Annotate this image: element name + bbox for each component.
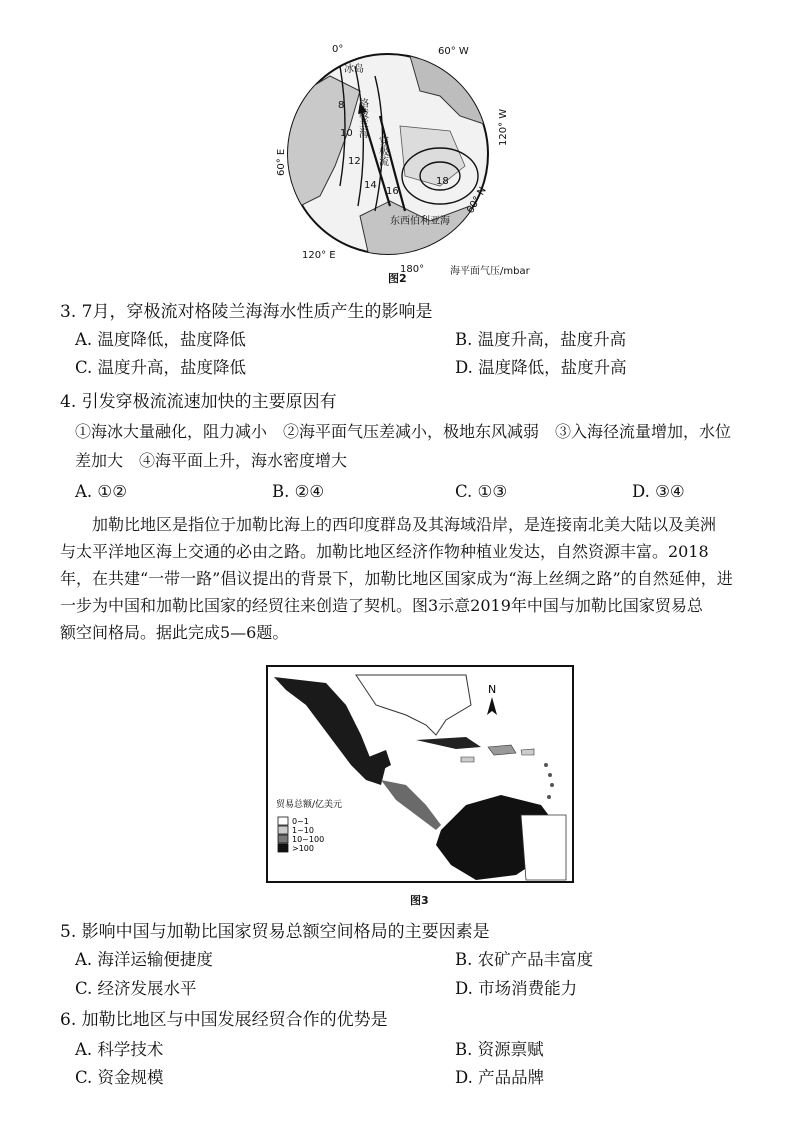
isobar-label: 18 bbox=[436, 176, 449, 187]
isobar-label: 12 bbox=[348, 156, 361, 167]
isobar-label: 10 bbox=[340, 128, 353, 139]
label-lon-60w: 60° W bbox=[438, 46, 469, 57]
label-lon-60e: 60° E bbox=[276, 148, 287, 176]
q6-option-d[interactable]: D. 产品品牌 bbox=[455, 1068, 545, 1087]
q3-stem: 3. 7月，穿极流对格陵兰海海水性质产生的影响是 bbox=[60, 302, 433, 322]
q4-option-b[interactable]: B. ②④ bbox=[272, 482, 325, 501]
q5-option-b[interactable]: B. 农矿产品丰富度 bbox=[455, 950, 594, 969]
q6-option-a[interactable]: A. 科学技术 bbox=[75, 1040, 164, 1059]
q6-stem: 6. 加勒比地区与中国发展经贸合作的优势是 bbox=[60, 1010, 388, 1030]
legend-item: >100 bbox=[292, 844, 314, 853]
label-lon-0: 0° bbox=[332, 44, 344, 55]
legend-swatch bbox=[278, 817, 288, 825]
label-pressure-legend: 海平面气压/mbar bbox=[450, 266, 530, 276]
legend-swatch bbox=[278, 826, 288, 834]
q4-option-a[interactable]: A. ①② bbox=[75, 482, 127, 501]
q3-option-d[interactable]: D. 温度降低，盐度升高 bbox=[455, 358, 627, 377]
q3-option-b[interactable]: B. 温度升高，盐度升高 bbox=[455, 330, 627, 349]
passage-line: 额空间格局。据此完成5—6题。 bbox=[60, 623, 289, 642]
legend-item: 1~10 bbox=[292, 826, 314, 835]
label-lon-120e: 120° E bbox=[302, 250, 336, 261]
label-greenland-sea: 格陵兰海 bbox=[356, 98, 368, 138]
q6-option-c[interactable]: C. 资金规模 bbox=[75, 1068, 164, 1087]
figure2-caption: 图2 bbox=[388, 272, 407, 285]
isobar-label: 14 bbox=[364, 180, 377, 191]
label-iceland: 冰岛 bbox=[344, 64, 364, 75]
q4-statements-line2: 差加大 ④海平面上升，海水密度增大 bbox=[75, 451, 348, 470]
isobar-label: 16 bbox=[386, 186, 399, 197]
label-lon-120w: 120° W bbox=[498, 108, 509, 146]
passage-line: 一步为中国和加勒比国家的经贸往来创造了契机。图3示意2019年中国与加勒比国家贸易总 bbox=[60, 596, 703, 615]
label-east-siberian-sea: 东西伯利亚海 bbox=[390, 216, 450, 227]
passage-line: 与太平洋地区海上交通的必由之路。加勒比地区经济作物种植业发达，自然资源丰富。2018 bbox=[60, 542, 709, 561]
legend-swatch bbox=[278, 835, 288, 843]
q4-option-d[interactable]: D. ③④ bbox=[632, 482, 685, 501]
isobar-label: 8 bbox=[338, 100, 345, 111]
legend-swatch bbox=[278, 844, 288, 852]
q4-option-c[interactable]: C. ①③ bbox=[455, 482, 508, 501]
label-lat-60n: 60° N bbox=[465, 185, 489, 216]
north-label: N bbox=[488, 683, 497, 696]
legend-title: 贸易总额/亿美元 bbox=[276, 800, 343, 810]
q3-option-c[interactable]: C. 温度升高，盐度降低 bbox=[75, 358, 247, 377]
legend-item: 0~1 bbox=[292, 817, 309, 826]
q4-stem: 4. 引发穿极流流速加快的主要原因有 bbox=[60, 392, 337, 412]
q5-stem: 5. 影响中国与加勒比国家贸易总额空间格局的主要因素是 bbox=[60, 922, 490, 942]
q6-option-b[interactable]: B. 资源禀赋 bbox=[455, 1040, 544, 1059]
q3-option-a[interactable]: A. 温度降低，盐度降低 bbox=[75, 330, 246, 349]
q5-option-c[interactable]: C. 经济发展水平 bbox=[75, 979, 197, 998]
passage-line: 年，在共建“一带一路”倡议提出的背景下，加勒比地区国家成为“海上丝绸之路”的自然延伸，进 bbox=[60, 569, 733, 588]
passage-line: 加勒比地区是指位于加勒比海上的西印度群岛及其海域沿岸，是连接南北美大陆以及美洲 bbox=[92, 515, 717, 534]
figure3-caption: 图3 bbox=[410, 894, 429, 907]
figure3-caribbean-map bbox=[266, 665, 574, 883]
figure2-polar-map bbox=[240, 36, 570, 276]
passage bbox=[60, 511, 750, 646]
q5-option-d[interactable]: D. 市场消费能力 bbox=[455, 979, 578, 998]
label-lon-180: 180° bbox=[400, 264, 425, 275]
label-transpolar-drift: 穿极流 bbox=[376, 136, 388, 166]
q5-option-a[interactable]: A. 海洋运输便捷度 bbox=[75, 950, 213, 969]
q4-statements-line1: ①海冰大量融化，阻力减小 ②海平面气压差减小，极地东风减弱 ③入海径流量增加，水位 bbox=[75, 422, 732, 441]
legend-item: 10~100 bbox=[292, 835, 325, 844]
